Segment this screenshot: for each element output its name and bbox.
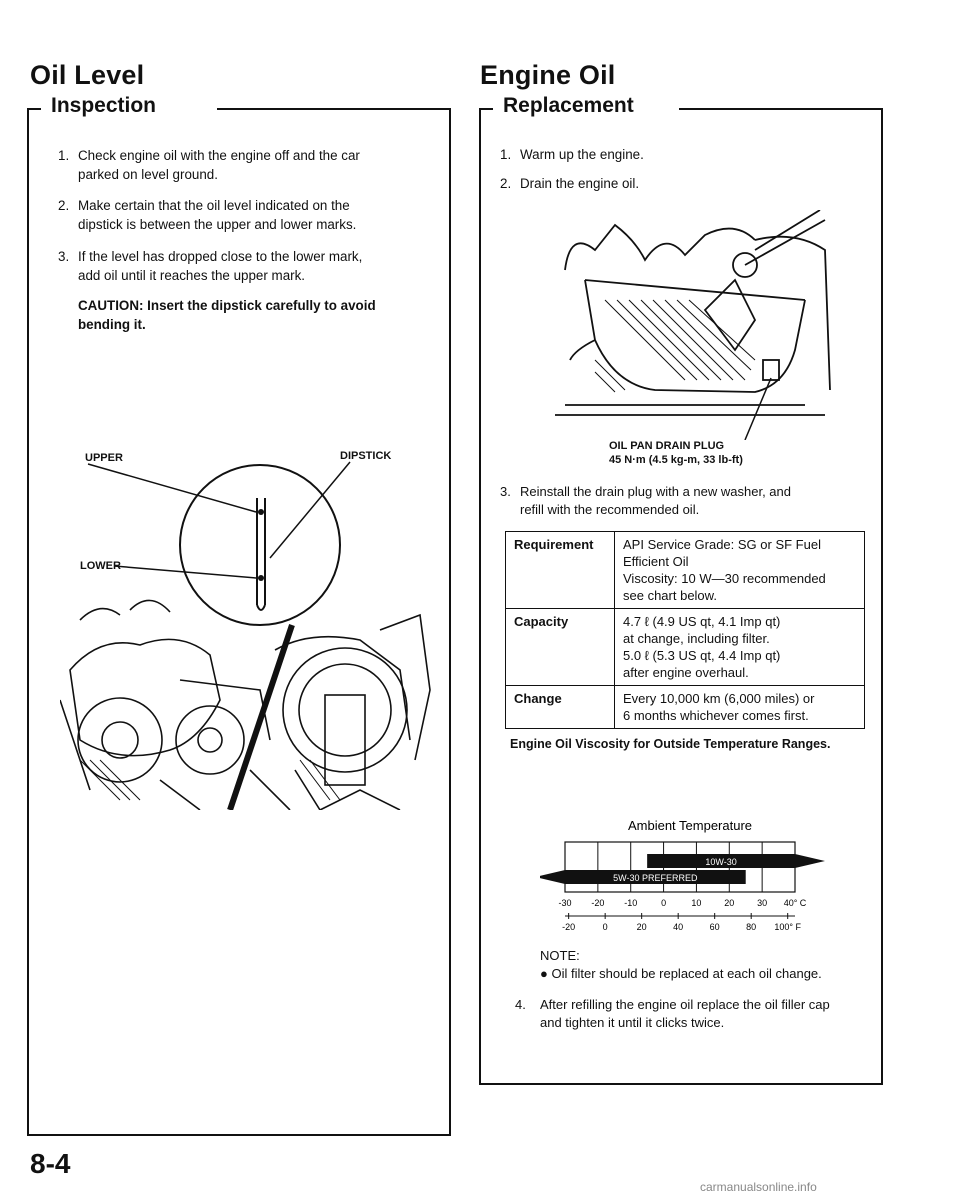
celsius-tick-label: 10 [691, 898, 702, 908]
table-row [506, 609, 865, 686]
celsius-tick-label: -30 [558, 898, 572, 908]
celsius-tick-label: -10 [624, 898, 638, 908]
requirement-key: Requirement [506, 532, 615, 609]
capacity-key: Capacity [506, 609, 615, 686]
fahrenheit-tick-label: 20 [636, 922, 647, 932]
page-number: 8-4 [30, 1148, 71, 1179]
note-title: NOTE: [540, 948, 580, 963]
fahrenheit-tick-label: 80 [746, 922, 757, 932]
engine-oil-heading: Engine Oil [480, 60, 616, 90]
inspection-title [27, 96, 451, 120]
celsius-tick-label: 0 [661, 898, 667, 908]
change-value: Every 10,000 km (6,000 miles) or 6 months whichever comes first. [615, 686, 865, 729]
oil-pan-illustration [555, 210, 835, 440]
celsius-tick-label: 30 [757, 898, 768, 908]
table-row [506, 686, 865, 729]
change-key: Change [506, 686, 615, 729]
fahrenheit-tick-label: 0 [602, 922, 608, 932]
inspection-label: Inspection [51, 94, 166, 118]
band-label: 10W-30 [705, 857, 737, 867]
capacity-value: 4.7 ℓ (4.9 US qt, 4.1 Imp qt) at change, including filter. 5.0 ℓ (5.3 US qt, 4.4 Imp qt) after engine overhaul. [615, 609, 865, 686]
chart-caption: Engine Oil Viscosity for Outside Temperature Ranges. [510, 737, 831, 751]
oil-level-heading: Oil Level [30, 60, 145, 90]
upper-label: UPPER [85, 452, 123, 464]
dipstick-label: DIPSTICK [340, 450, 392, 462]
drain-plug-label: OIL PAN DRAIN PLUG [609, 440, 725, 452]
dipstick-illustration [60, 440, 440, 810]
bullet-icon: ● [540, 966, 548, 981]
fahrenheit-tick-label: 60 [709, 922, 720, 932]
chart-title: Ambient Temperature [627, 820, 753, 833]
table-row [506, 532, 865, 609]
requirement-value: API Service Grade: SG or SF Fuel Efficient Oil Viscosity: 10 W—30 recommended see chart below. [615, 532, 865, 609]
oil-spec-table [505, 531, 865, 729]
replacement-label: Replacement [503, 94, 644, 118]
viscosity-chart [540, 820, 840, 940]
fahrenheit-tick-label: 100° F [774, 922, 802, 932]
band-label: 5W-30 PREFERRED [613, 873, 698, 883]
drain-plug-torque: 45 N·m (4.5 kg-m, 33 lb-ft) [609, 454, 743, 466]
replacement-title [479, 96, 883, 120]
celsius-tick-label: -20 [591, 898, 605, 908]
lower-label: LOWER [80, 560, 121, 572]
celsius-tick-label: 40° C [783, 898, 807, 908]
fahrenheit-tick-label: 40 [673, 922, 684, 932]
watermark: carmanualsonline.info [700, 1180, 817, 1194]
note-item: ● Oil filter should be replaced at each oil change. [540, 966, 822, 981]
celsius-tick-label: 20 [724, 898, 735, 908]
fahrenheit-tick-label: -20 [562, 922, 576, 932]
